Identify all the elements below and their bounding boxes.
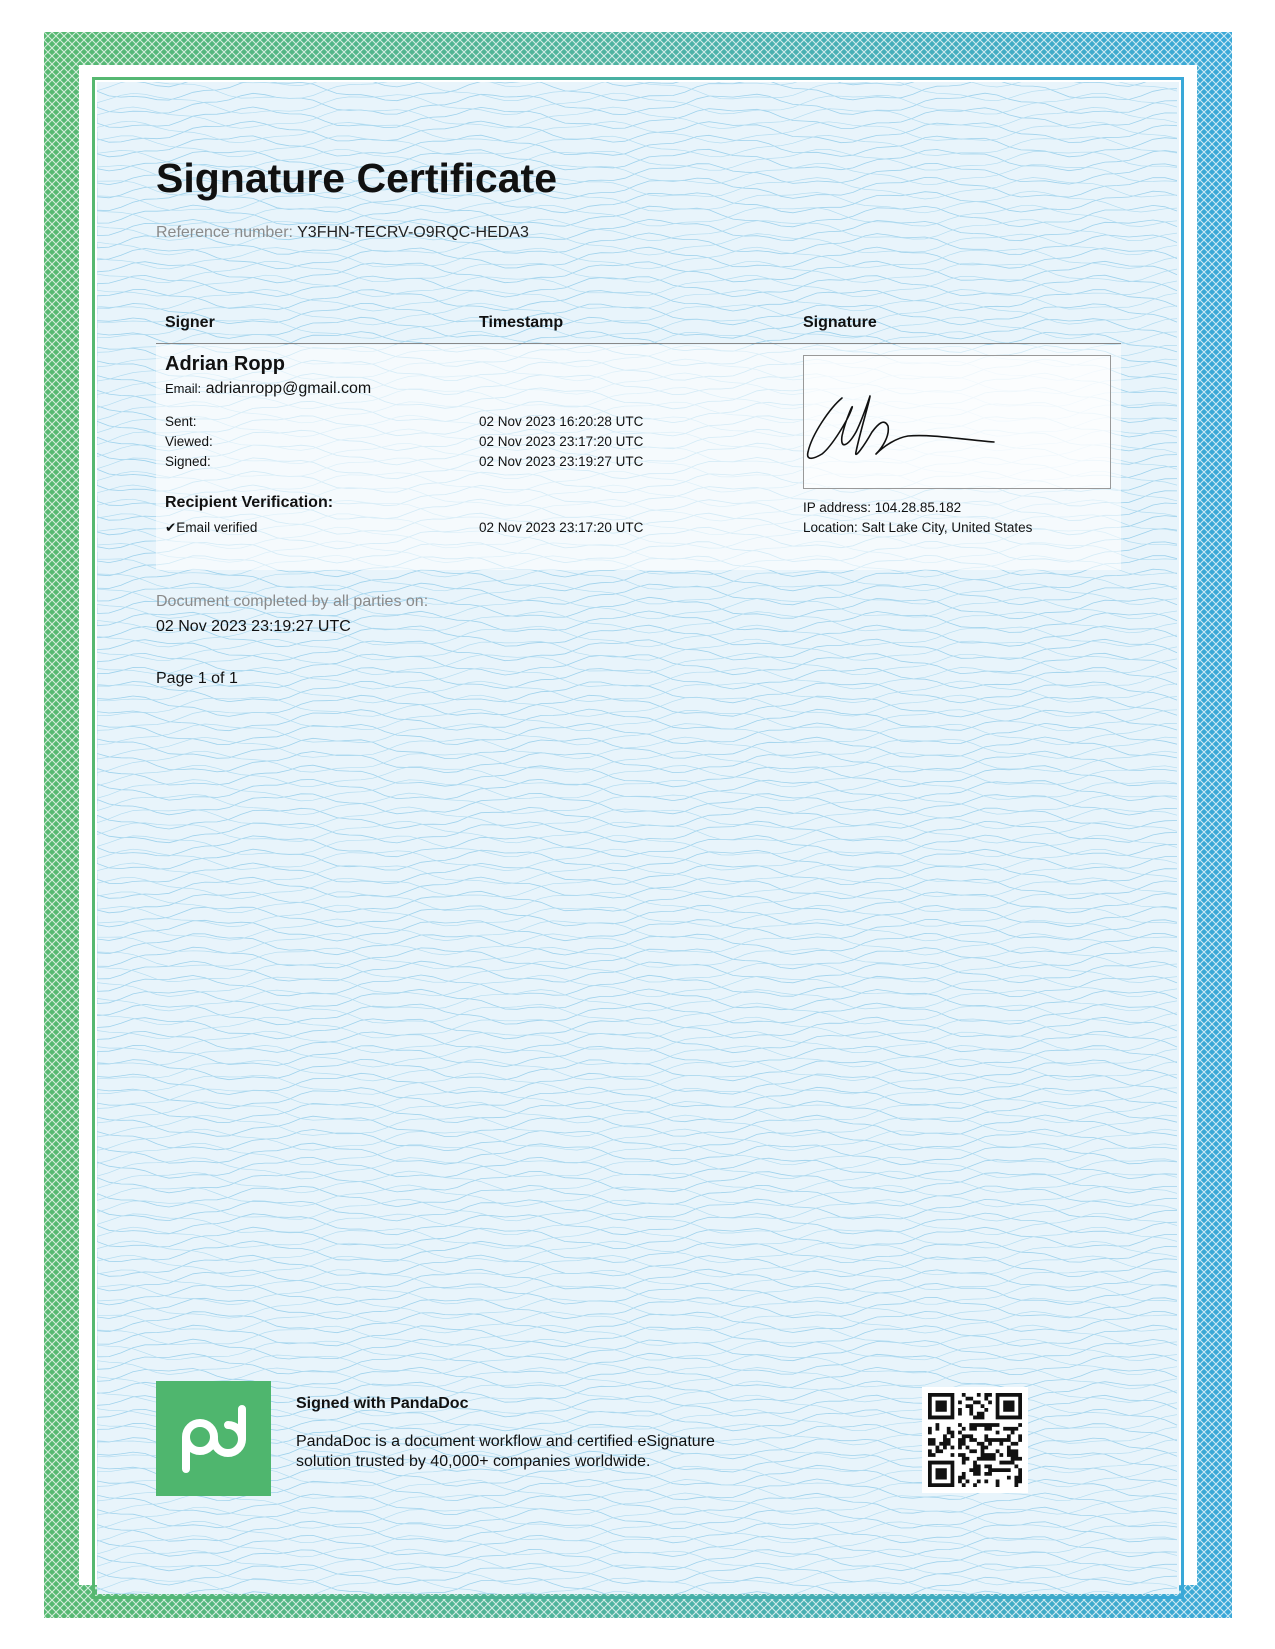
header-timestamp: Timestamp xyxy=(479,314,564,331)
qr-code-pattern xyxy=(928,1393,1022,1487)
table-header xyxy=(156,314,1121,344)
verification-title: Recipient Verification: xyxy=(165,494,334,511)
reference-label: Reference number: xyxy=(156,224,293,241)
verification-item: ✔Email verified xyxy=(165,520,258,535)
pandadoc-logo-icon xyxy=(156,1381,271,1496)
qr-modules xyxy=(928,1393,1022,1487)
pandadoc-logo-mark xyxy=(156,1381,271,1496)
qr-code-icon[interactable] xyxy=(922,1387,1028,1493)
page-title: Signature Certificate xyxy=(156,155,557,201)
header-signer: Signer xyxy=(165,314,215,331)
signer-name: Adrian Ropp xyxy=(165,353,285,375)
pandadoc-description: PandaDoc is a document workflow and certified eSignature solution trusted by 40,000+ companies worldwide. xyxy=(296,1433,715,1470)
signer-location: Location: Salt Lake City, United States xyxy=(803,520,1033,535)
completion-label: Document completed by all parties on: xyxy=(156,593,429,610)
handwritten-signature xyxy=(804,356,1112,490)
event-sent-label: Sent: xyxy=(165,414,197,429)
signature-box xyxy=(803,355,1111,489)
verification-time: 02 Nov 2023 23:17:20 UTC xyxy=(479,520,644,535)
event-signed-value: 02 Nov 2023 23:19:27 UTC xyxy=(479,454,644,469)
event-sent-value: 02 Nov 2023 16:20:28 UTC xyxy=(479,414,644,429)
signed-with-title: Signed with PandaDoc xyxy=(296,1395,469,1412)
signer-email xyxy=(165,380,371,398)
email-value: adrianropp@gmail.com xyxy=(205,380,372,397)
completion-value: 02 Nov 2023 23:19:27 UTC xyxy=(156,618,351,635)
event-viewed-label: Viewed: xyxy=(165,434,213,449)
event-viewed-value: 02 Nov 2023 23:17:20 UTC xyxy=(479,434,644,449)
header-signature: Signature xyxy=(803,314,877,331)
email-label: Email: xyxy=(165,381,202,396)
page-number: Page 1 of 1 xyxy=(156,670,238,687)
signer-ip-address: IP address: 104.28.85.182 xyxy=(803,500,962,515)
event-signed-label: Signed: xyxy=(165,454,211,469)
reference-value: Y3FHN-TECRV-O9RQC-HEDA3 xyxy=(297,224,529,241)
reference-number xyxy=(156,224,529,242)
